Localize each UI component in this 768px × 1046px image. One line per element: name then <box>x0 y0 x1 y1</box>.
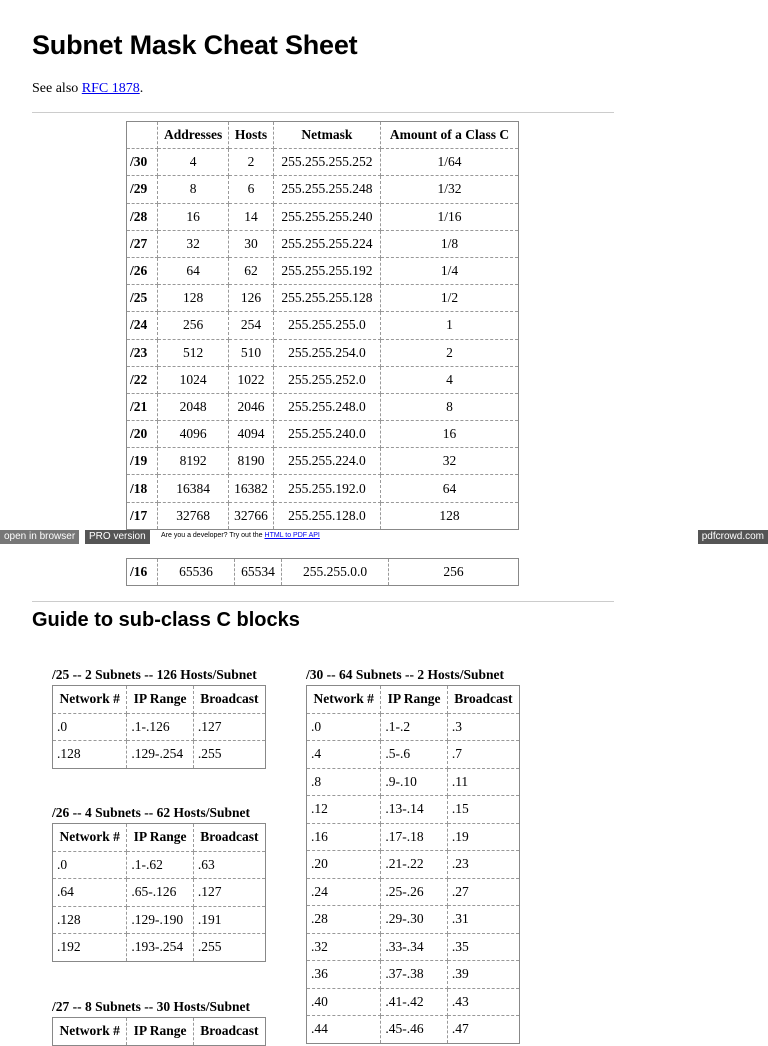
ip-range-cell: .29-.30 <box>381 906 447 934</box>
addresses-cell: 256 <box>158 312 229 339</box>
table-row <box>127 448 519 475</box>
header-cell: Broadcast <box>193 686 265 714</box>
netmask-cell: 255.255.248.0 <box>273 393 380 420</box>
network-cell: .0 <box>53 713 127 741</box>
rfc-link[interactable]: RFC 1878 <box>81 81 140 96</box>
ip-range-cell: .45-.46 <box>381 1016 447 1044</box>
netmask-cell: 255.255.240.0 <box>273 421 380 448</box>
ip-range-cell: .1-.126 <box>127 713 193 741</box>
header-cell: Broadcast <box>193 824 265 852</box>
network-cell: .128 <box>53 741 127 769</box>
table-row <box>307 741 520 769</box>
table-row <box>53 713 266 741</box>
subnet-mask-table <box>126 121 519 530</box>
table-header-row <box>307 686 520 714</box>
addresses-cell: 512 <box>158 339 229 366</box>
header-cell: Addresses <box>158 122 229 149</box>
prefix-cell: /28 <box>127 203 158 230</box>
hosts-cell: 1022 <box>229 366 274 393</box>
prefix-cell: /20 <box>127 421 158 448</box>
developer-promo <box>161 532 320 539</box>
hosts-cell: 14 <box>229 203 274 230</box>
addresses-cell: 2048 <box>158 393 229 420</box>
see-also-line <box>32 81 143 97</box>
broadcast-cell: .127 <box>193 713 265 741</box>
class-c-amount-cell: 16 <box>381 421 519 448</box>
table-row <box>127 176 519 203</box>
ip-range-cell: .13-.14 <box>381 796 447 824</box>
broadcast-cell: .39 <box>447 961 519 989</box>
netmask-cell: 255.255.255.192 <box>273 257 380 284</box>
table-row <box>127 502 519 529</box>
network-cell: .32 <box>307 933 381 961</box>
netmask-cell: 255.255.0.0 <box>282 559 389 586</box>
see-also-suffix: . <box>139 81 144 96</box>
ip-range-cell: .9-.10 <box>381 768 447 796</box>
table-row <box>127 366 519 393</box>
table-row <box>53 851 266 879</box>
table-row <box>127 421 519 448</box>
ip-range-cell: .193-.254 <box>127 934 193 962</box>
class-c-amount-cell: 64 <box>381 475 519 502</box>
hosts-cell: 65534 <box>235 559 282 586</box>
hosts-cell: 8190 <box>229 448 274 475</box>
broadcast-cell: .43 <box>447 988 519 1016</box>
broadcast-cell: .35 <box>447 933 519 961</box>
table-row <box>307 988 520 1016</box>
network-cell: .192 <box>53 934 127 962</box>
class-c-amount-cell: 1 <box>381 312 519 339</box>
html-to-pdf-link[interactable]: HTML to PDF API <box>264 532 320 539</box>
table-row <box>53 934 266 962</box>
addresses-cell: 16384 <box>158 475 229 502</box>
class-c-amount-cell: 4 <box>381 366 519 393</box>
table-row <box>127 149 519 176</box>
netmask-cell: 255.255.254.0 <box>273 339 380 366</box>
subnet-block-table-25 <box>52 685 266 769</box>
broadcast-cell: .11 <box>447 768 519 796</box>
table-header-row <box>53 1018 266 1046</box>
table-row <box>307 878 520 906</box>
table-row <box>127 393 519 420</box>
table-row <box>127 559 519 586</box>
header-cell: Network # <box>53 824 127 852</box>
ip-range-cell: .1-.62 <box>127 851 193 879</box>
ip-range-cell: .21-.22 <box>381 851 447 879</box>
addresses-cell: 8192 <box>158 448 229 475</box>
network-cell: .28 <box>307 906 381 934</box>
prefix-cell: /19 <box>127 448 158 475</box>
addresses-cell: 16 <box>158 203 229 230</box>
developer-text: Are you a developer? Try out the <box>161 532 265 539</box>
divider <box>32 601 614 602</box>
hosts-cell: 6 <box>229 176 274 203</box>
header-cell: IP Range <box>127 1018 193 1046</box>
prefix-cell: /27 <box>127 230 158 257</box>
netmask-cell: 255.255.255.252 <box>273 149 380 176</box>
network-cell: .64 <box>53 879 127 907</box>
network-cell: .20 <box>307 851 381 879</box>
table-row <box>307 933 520 961</box>
netmask-cell: 255.255.255.128 <box>273 285 380 312</box>
class-c-amount-cell: 1/64 <box>381 149 519 176</box>
block-caption: /25 -- 2 Subnets -- 126 Hosts/Subnet <box>52 667 257 682</box>
prefix-cell: /30 <box>127 149 158 176</box>
class-c-amount-cell: 128 <box>439 507 460 523</box>
netmask-cell: 255.255.255.248 <box>273 176 380 203</box>
netmask-cell: 255.255.252.0 <box>273 366 380 393</box>
table-row <box>127 285 519 312</box>
table-row <box>127 257 519 284</box>
hosts-cell: 30 <box>229 230 274 257</box>
see-also-prefix: See also <box>32 81 82 96</box>
open-in-browser-button[interactable]: open in browser <box>0 530 79 544</box>
netmask-cell: 255.255.255.240 <box>273 203 380 230</box>
addresses-cell: 32768 <box>158 502 229 529</box>
network-cell: .0 <box>307 713 381 741</box>
table-row <box>307 851 520 879</box>
prefix-cell: /23 <box>127 339 158 366</box>
hosts-cell: 126 <box>229 285 274 312</box>
page-title: Subnet Mask Cheat Sheet <box>32 30 358 60</box>
broadcast-cell: .19 <box>447 823 519 851</box>
hosts-cell: 2 <box>229 149 274 176</box>
netmask-cell: 255.255.255.224 <box>273 230 380 257</box>
guide-heading: Guide to sub-class C blocks <box>32 609 300 631</box>
hosts-cell: 510 <box>229 339 274 366</box>
hosts-cell: 32766 <box>229 502 274 529</box>
addresses-cell: 1024 <box>158 366 229 393</box>
ip-range-cell: .65-.126 <box>127 879 193 907</box>
ip-range-cell: .129-.254 <box>127 741 193 769</box>
table-row <box>307 713 520 741</box>
header-cell: Network # <box>53 686 127 714</box>
divider <box>32 112 614 113</box>
hosts-cell: 2046 <box>229 393 274 420</box>
ip-range-cell: .1-.2 <box>381 713 447 741</box>
header-cell: Amount of a Class C <box>381 122 519 149</box>
netmask-cell: 255.255.128.0 <box>273 502 380 529</box>
broadcast-cell: .47 <box>451 1021 469 1037</box>
addresses-cell: 65536 <box>158 559 235 586</box>
prefix-cell: /21 <box>127 393 158 420</box>
header-cell: Broadcast <box>447 686 519 714</box>
class-c-amount-cell: 1/32 <box>381 176 519 203</box>
netmask-cell: 255.255.224.0 <box>273 448 380 475</box>
broadcast-cell: .15 <box>447 796 519 824</box>
header-cell: IP Range <box>127 824 193 852</box>
table-header-row <box>127 122 519 149</box>
subnet-block-table-30 <box>306 685 520 1044</box>
hosts-cell: 254 <box>229 312 274 339</box>
network-cell: .4 <box>307 741 381 769</box>
network-cell: .16 <box>307 823 381 851</box>
broadcast-cell: .3 <box>447 713 519 741</box>
broadcast-cell: .23 <box>447 851 519 879</box>
hosts-cell: 4094 <box>229 421 274 448</box>
table-row <box>127 475 519 502</box>
class-c-amount-cell: 2 <box>381 339 519 366</box>
table-row <box>127 312 519 339</box>
table-row <box>53 741 266 769</box>
addresses-cell: 32 <box>158 230 229 257</box>
header-cell: IP Range <box>127 686 193 714</box>
pdfcrowd-bar <box>0 530 768 545</box>
prefix-cell: /22 <box>127 366 158 393</box>
network-cell: .128 <box>53 906 127 934</box>
table-row <box>307 1016 520 1044</box>
prefix-cell: /18 <box>127 475 158 502</box>
block-caption: /26 -- 4 Subnets -- 62 Hosts/Subnet <box>52 805 251 820</box>
broadcast-cell: .31 <box>447 906 519 934</box>
table-row <box>53 879 266 907</box>
prefix-cell: /25 <box>127 285 158 312</box>
header-cell: Network # <box>53 1018 127 1046</box>
pdfcrowd-link[interactable]: pdfcrowd.com <box>698 530 768 544</box>
broadcast-cell: .7 <box>447 741 519 769</box>
network-cell: .8 <box>307 768 381 796</box>
class-c-amount-cell: 1/4 <box>381 257 519 284</box>
table-row <box>127 203 519 230</box>
table-row <box>307 823 520 851</box>
broadcast-cell: .127 <box>193 879 265 907</box>
netmask-cell: 255.255.255.0 <box>273 312 380 339</box>
network-cell: .44 <box>307 1016 381 1044</box>
addresses-cell: 8 <box>158 176 229 203</box>
class-c-amount-cell: 256 <box>443 564 464 580</box>
table-header-row <box>53 824 266 852</box>
ip-range-cell: .37-.38 <box>381 961 447 989</box>
pro-version-button[interactable]: PRO version <box>85 530 150 544</box>
class-c-amount-cell: 1/2 <box>381 285 519 312</box>
class-c-amount-cell: 1/16 <box>381 203 519 230</box>
table-row <box>53 906 266 934</box>
class-c-amount-cell: 32 <box>381 448 519 475</box>
ip-range-cell: .17-.18 <box>381 823 447 851</box>
broadcast-cell: .27 <box>447 878 519 906</box>
table-row <box>127 339 519 366</box>
hosts-cell: 62 <box>229 257 274 284</box>
table-row <box>127 230 519 257</box>
addresses-cell: 4096 <box>158 421 229 448</box>
table-row <box>307 768 520 796</box>
ip-range-cell: .5-.6 <box>381 741 447 769</box>
table-row <box>307 796 520 824</box>
subnet-block-table-26 <box>52 823 266 962</box>
broadcast-cell: .191 <box>193 906 265 934</box>
network-cell: .36 <box>307 961 381 989</box>
class-c-amount-cell: 1/8 <box>381 230 519 257</box>
ip-range-cell: .41-.42 <box>381 988 447 1016</box>
hosts-cell: 16382 <box>229 475 274 502</box>
subnet-block-table-27 <box>52 1017 266 1046</box>
ip-range-cell: .33-.34 <box>381 933 447 961</box>
prefix-cell: /17 <box>127 502 158 529</box>
table-row <box>307 906 520 934</box>
network-cell: .24 <box>307 878 381 906</box>
ip-range-cell: .25-.26 <box>381 878 447 906</box>
header-cell <box>127 122 158 149</box>
class-c-amount-cell: 8 <box>381 393 519 420</box>
table-row <box>307 961 520 989</box>
table-header-row <box>53 686 266 714</box>
header-cell: Hosts <box>229 122 274 149</box>
header-cell: Broadcast <box>193 1018 265 1046</box>
network-cell: .12 <box>307 796 381 824</box>
subnet-mask-table-continued <box>126 558 519 586</box>
broadcast-cell: .255 <box>197 746 222 762</box>
header-cell: IP Range <box>381 686 447 714</box>
ip-range-cell: .129-.190 <box>127 906 193 934</box>
header-cell: Network # <box>307 686 381 714</box>
netmask-cell: 255.255.192.0 <box>273 475 380 502</box>
block-caption: /30 -- 64 Subnets -- 2 Hosts/Subnet <box>306 667 505 682</box>
header-cell: Netmask <box>273 122 380 149</box>
network-cell: .40 <box>307 988 381 1016</box>
network-cell: .0 <box>53 851 127 879</box>
addresses-cell: 4 <box>158 149 229 176</box>
prefix-cell: /26 <box>127 257 158 284</box>
broadcast-cell: .63 <box>193 851 265 879</box>
addresses-cell: 64 <box>158 257 229 284</box>
prefix-cell: /16 <box>127 559 158 586</box>
prefix-cell: /24 <box>127 312 158 339</box>
addresses-cell: 128 <box>158 285 229 312</box>
block-caption: /27 -- 8 Subnets -- 30 Hosts/Subnet <box>52 999 251 1014</box>
prefix-cell: /29 <box>127 176 158 203</box>
broadcast-cell: .255 <box>197 939 222 955</box>
